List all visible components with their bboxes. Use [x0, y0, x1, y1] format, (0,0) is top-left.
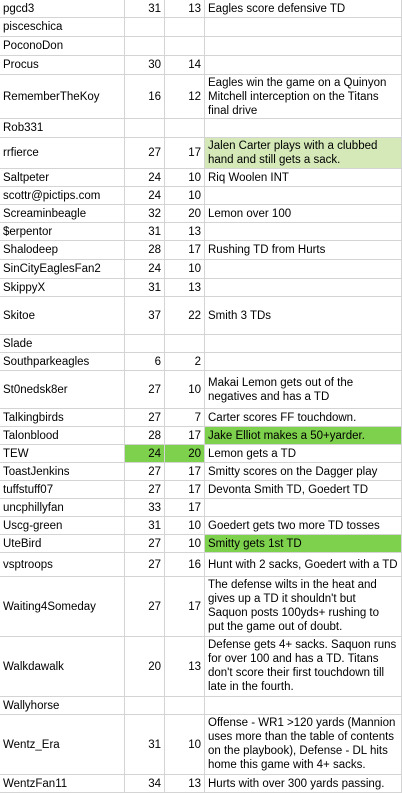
titans-score-cell[interactable]: 17 — [165, 577, 205, 636]
table-row — [0, 427, 402, 445]
eagles-score-cell[interactable]: 27 — [125, 409, 165, 426]
table-row — [0, 223, 402, 241]
table-row — [0, 409, 402, 427]
name-cell[interactable]: Waiting4Someday — [0, 577, 125, 636]
table-row — [0, 445, 402, 463]
titans-score-cell[interactable]: 17 — [165, 499, 205, 516]
eagles-score-cell[interactable]: 37 — [125, 297, 165, 334]
name-cell[interactable]: St0nedsk8er — [0, 371, 125, 408]
titans-score-cell[interactable] — [165, 18, 205, 36]
table-row — [0, 553, 402, 577]
table-row — [0, 187, 402, 205]
name-cell[interactable]: Uscg-green — [0, 517, 125, 534]
titans-score-cell[interactable]: 10 — [165, 260, 205, 278]
titans-score-cell[interactable] — [165, 697, 205, 714]
titans-score-cell[interactable] — [165, 119, 205, 137]
prediction-note-cell[interactable] — [205, 279, 402, 296]
table-row — [0, 371, 402, 409]
eagles-score-cell[interactable]: 20 — [125, 637, 165, 696]
titans-score-cell[interactable]: 17 — [165, 241, 205, 259]
titans-score-cell[interactable]: 10 — [165, 517, 205, 534]
eagles-score-cell[interactable]: 28 — [125, 427, 165, 444]
name-cell[interactable]: Wentz_Era — [0, 715, 125, 774]
name-cell[interactable]: Rob331 — [0, 119, 125, 137]
eagles-score-cell[interactable]: 24 — [125, 445, 165, 462]
titans-score-cell[interactable]: 13 — [165, 223, 205, 240]
prediction-note-cell[interactable]: Devonta Smith TD, Goedert TD — [205, 481, 402, 498]
prediction-note-cell[interactable] — [205, 260, 402, 278]
prediction-note-cell[interactable]: Jake Elliot makes a 50+yarder. — [205, 427, 402, 444]
eagles-score-cell[interactable]: 6 — [125, 353, 165, 370]
name-cell[interactable]: SkippyX — [0, 279, 125, 296]
table-row — [0, 138, 402, 169]
table-row — [0, 637, 402, 697]
prediction-note-cell[interactable]: Riq Woolen INT — [205, 169, 402, 186]
table-row — [0, 169, 402, 187]
prediction-note-cell[interactable]: Defense gets 4+ sacks. Saquon runs for over 100 and has a TD. Titans don't score their first touchdown till late in the fourth. — [205, 637, 402, 696]
prediction-note-cell[interactable] — [205, 18, 402, 36]
titans-score-cell[interactable]: 20 — [165, 205, 205, 222]
name-cell[interactable]: SinCityEaglesFan2 — [0, 260, 125, 278]
table-row — [0, 297, 402, 335]
table-row — [0, 697, 402, 715]
table-row — [0, 260, 402, 279]
table-row — [0, 241, 402, 260]
name-cell[interactable]: TEW — [0, 445, 125, 462]
prediction-note-cell[interactable]: Goedert gets two more TD tosses — [205, 517, 402, 534]
titans-score-cell[interactable]: 13 — [165, 775, 205, 792]
eagles-score-cell[interactable] — [125, 18, 165, 36]
name-cell[interactable]: uncphillyfan — [0, 499, 125, 516]
titans-score-cell[interactable]: 22 — [165, 297, 205, 334]
prediction-note-cell[interactable] — [205, 119, 402, 137]
table-row — [0, 18, 402, 37]
prediction-note-cell[interactable] — [205, 187, 402, 204]
table-row — [0, 481, 402, 499]
prediction-note-cell[interactable]: Lemon gets a TD — [205, 445, 402, 462]
table-row — [0, 119, 402, 138]
prediction-note-cell[interactable]: Smitty scores on the Dagger play — [205, 463, 402, 480]
prediction-note-cell[interactable]: The defense wilts in the heat and gives up a TD it shouldn't but Saquon posts 100yds+ rushing to put the game out of doubt. — [205, 577, 402, 636]
titans-score-cell[interactable]: 10 — [165, 535, 205, 552]
eagles-score-cell[interactable]: 27 — [125, 463, 165, 480]
name-cell[interactable]: pgcd3 — [0, 0, 125, 17]
eagles-score-cell[interactable]: 27 — [125, 481, 165, 498]
eagles-score-cell[interactable]: 24 — [125, 187, 165, 204]
table-row — [0, 577, 402, 637]
titans-score-cell[interactable]: 10 — [165, 715, 205, 774]
table-row — [0, 353, 402, 371]
table-row — [0, 775, 402, 793]
table-row — [0, 335, 402, 353]
eagles-score-cell[interactable]: 27 — [125, 535, 165, 552]
name-cell[interactable]: Saltpeter — [0, 169, 125, 186]
prediction-note-cell[interactable]: Hurts with over 300 yards passing. — [205, 775, 402, 792]
table-row — [0, 715, 402, 775]
name-cell[interactable]: rrfierce — [0, 138, 125, 168]
eagles-score-cell[interactable]: 31 — [125, 279, 165, 296]
prediction-note-cell[interactable]: Rushing TD from Hurts — [205, 241, 402, 259]
table-row — [0, 0, 402, 18]
prediction-note-cell[interactable]: Hunt with 2 sacks, Goedert with a TD — [205, 553, 402, 576]
name-cell[interactable]: tuffstuff07 — [0, 481, 125, 498]
name-cell[interactable]: Southparkeagles — [0, 353, 125, 370]
eagles-score-cell[interactable] — [125, 335, 165, 352]
table-row — [0, 463, 402, 481]
titans-score-cell[interactable]: 13 — [165, 0, 205, 17]
eagles-score-cell[interactable]: 27 — [125, 577, 165, 636]
titans-score-cell[interactable]: 10 — [165, 169, 205, 186]
prediction-note-cell[interactable]: Eagles win the game on a Quinyon Mitchell interception on the Titans final drive — [205, 75, 402, 118]
name-cell[interactable]: Shalodeep — [0, 241, 125, 259]
eagles-score-cell[interactable]: 27 — [125, 371, 165, 408]
table-row — [0, 56, 402, 75]
titans-score-cell[interactable] — [165, 335, 205, 352]
prediction-note-cell[interactable]: Smitty gets 1st TD — [205, 535, 402, 552]
name-cell[interactable]: Procus — [0, 56, 125, 74]
titans-score-cell[interactable]: 13 — [165, 279, 205, 296]
prediction-note-cell[interactable]: Carter scores FF touchdown. — [205, 409, 402, 426]
prediction-note-cell[interactable]: Jalen Carter plays with a clubbed hand and still gets a sack. — [205, 138, 402, 168]
titans-score-cell[interactable] — [165, 37, 205, 55]
table-row — [0, 37, 402, 56]
eagles-score-cell[interactable]: 30 — [125, 56, 165, 74]
eagles-score-cell[interactable]: 24 — [125, 260, 165, 278]
name-cell[interactable]: Walkdawalk — [0, 637, 125, 696]
eagles-score-cell[interactable] — [125, 37, 165, 55]
name-cell[interactable]: Slade — [0, 335, 125, 352]
eagles-score-cell[interactable]: 16 — [125, 75, 165, 118]
name-cell[interactable]: PoconoDon — [0, 37, 125, 55]
table-row — [0, 279, 402, 297]
titans-score-cell[interactable]: 14 — [165, 56, 205, 74]
eagles-score-cell[interactable]: 27 — [125, 138, 165, 168]
prediction-note-cell[interactable] — [205, 353, 402, 370]
prediction-note-cell[interactable]: Offense - WR1 >120 yards (Mannion uses more than the table of contents on the playbook), Defense - DL hits home this game with 4+ sacks. — [205, 715, 402, 774]
titans-score-cell[interactable]: 20 — [165, 445, 205, 462]
eagles-score-cell[interactable] — [125, 697, 165, 714]
titans-score-cell[interactable]: 10 — [165, 371, 205, 408]
eagles-score-cell[interactable]: 31 — [125, 0, 165, 17]
table-row — [0, 517, 402, 535]
prediction-note-cell[interactable] — [205, 223, 402, 240]
name-cell[interactable]: WentzFan11 — [0, 775, 125, 792]
prediction-note-cell[interactable] — [205, 335, 402, 352]
name-cell[interactable]: Skitoe — [0, 297, 125, 334]
eagles-score-cell[interactable]: 24 — [125, 169, 165, 186]
eagles-score-cell[interactable]: 32 — [125, 205, 165, 222]
name-cell[interactable]: RememberTheKoy — [0, 75, 125, 118]
eagles-score-cell[interactable]: 28 — [125, 241, 165, 259]
table-row — [0, 535, 402, 553]
prediction-note-cell[interactable]: Eagles score defensive TD — [205, 0, 402, 17]
eagles-score-cell[interactable]: 34 — [125, 775, 165, 792]
titans-score-cell[interactable]: 16 — [165, 553, 205, 576]
name-cell[interactable]: Wallyhorse — [0, 697, 125, 714]
titans-score-cell[interactable]: 13 — [165, 637, 205, 696]
name-cell[interactable]: Screaminbeagle — [0, 205, 125, 222]
table-row — [0, 75, 402, 119]
prediction-note-cell[interactable]: Lemon over 100 — [205, 205, 402, 222]
prediction-note-cell[interactable] — [205, 56, 402, 74]
titans-score-cell[interactable]: 12 — [165, 75, 205, 118]
name-cell[interactable]: vsptroops — [0, 553, 125, 576]
name-cell[interactable]: ToastJenkins — [0, 463, 125, 480]
prediction-note-cell[interactable] — [205, 499, 402, 516]
table-row — [0, 499, 402, 517]
name-cell[interactable]: scottr@pictips.com — [0, 187, 125, 204]
titans-score-cell[interactable]: 17 — [165, 463, 205, 480]
name-cell[interactable]: $erpentor — [0, 223, 125, 240]
eagles-score-cell[interactable]: 31 — [125, 517, 165, 534]
eagles-score-cell[interactable]: 33 — [125, 499, 165, 516]
titans-score-cell[interactable]: 17 — [165, 138, 205, 168]
name-cell[interactable]: Talkingbirds — [0, 409, 125, 426]
prediction-note-cell[interactable]: Smith 3 TDs — [205, 297, 402, 334]
name-cell[interactable]: pisceschica — [0, 18, 125, 36]
titans-score-cell[interactable]: 7 — [165, 409, 205, 426]
titans-score-cell[interactable]: 2 — [165, 353, 205, 370]
eagles-score-cell[interactable]: 31 — [125, 715, 165, 774]
eagles-score-cell[interactable]: 27 — [125, 553, 165, 576]
titans-score-cell[interactable]: 17 — [165, 481, 205, 498]
titans-score-cell[interactable]: 17 — [165, 427, 205, 444]
titans-score-cell[interactable]: 10 — [165, 187, 205, 204]
table-row — [0, 205, 402, 223]
prediction-note-cell[interactable] — [205, 697, 402, 714]
name-cell[interactable]: Talonblood — [0, 427, 125, 444]
eagles-score-cell[interactable]: 31 — [125, 223, 165, 240]
eagles-score-cell[interactable] — [125, 119, 165, 137]
prediction-note-cell[interactable]: Makai Lemon gets out of the negatives and has a TD — [205, 371, 402, 408]
prediction-note-cell[interactable] — [205, 37, 402, 55]
name-cell[interactable]: UteBird — [0, 535, 125, 552]
